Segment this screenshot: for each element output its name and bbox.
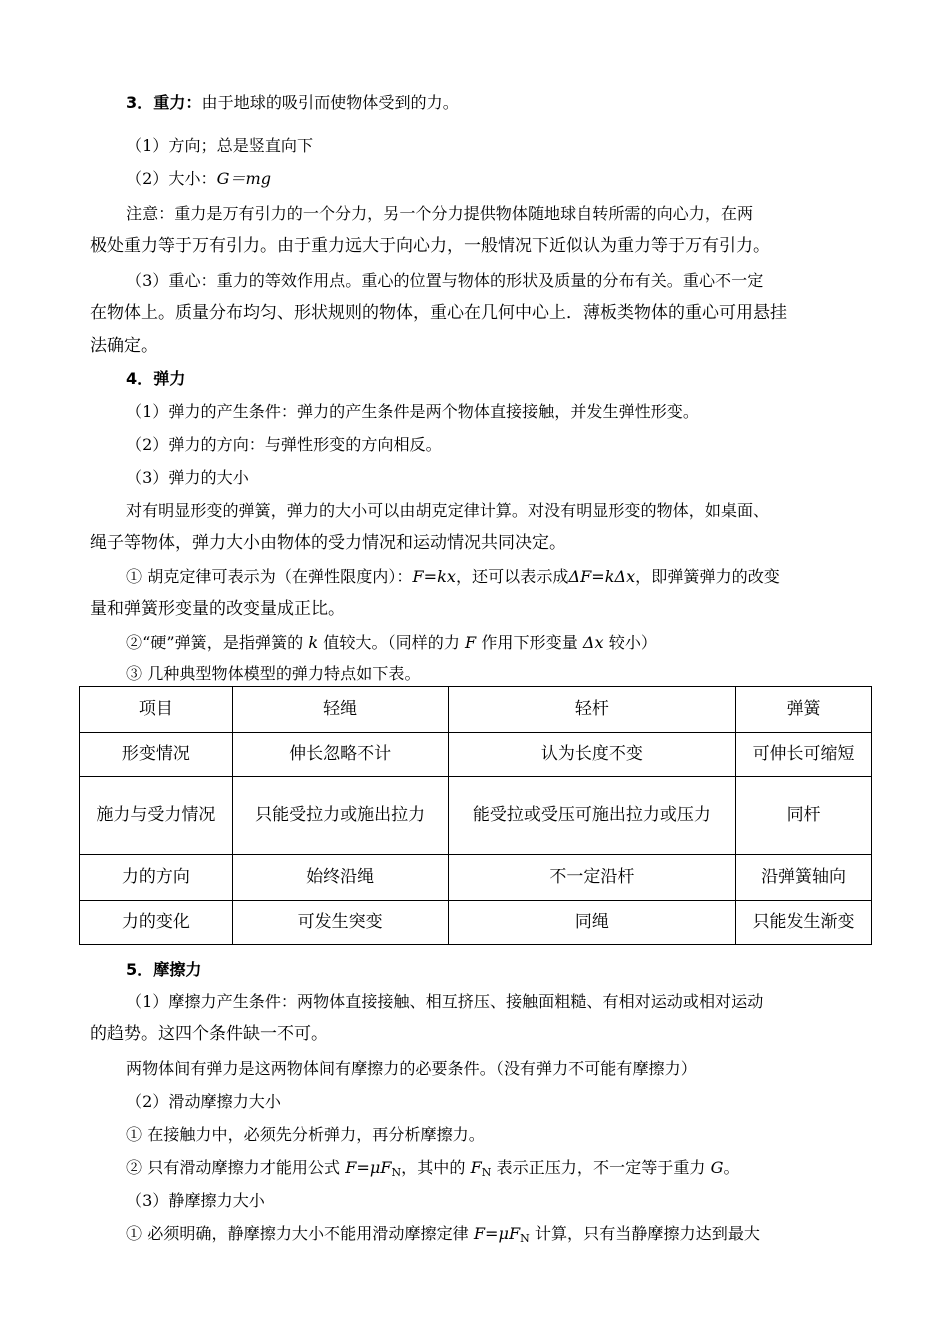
- table-intro: ③ 几种典型物体模型的弹力特点如下表。: [126, 664, 421, 683]
- static-friction-heading: （3）静摩擦力大小: [126, 1191, 265, 1210]
- table-row: [80, 901, 872, 945]
- table-header-cell: 轻杆: [448, 687, 736, 733]
- table-cell: 力的变化: [80, 901, 233, 945]
- gravity-direction: （1）方向；总是竖直向下: [126, 136, 314, 155]
- hard-spring-note: ②“硬”弹簧，是指弹簧的 k 值较大。（同样的力 F 作用下形变量 Δx 较小）: [126, 633, 657, 652]
- hooke-law-line1: ① 胡克定律可表示为（在弹性限度内）：F=kx，还可以表示成ΔF=kΔx，即弹簧弹力的改变: [126, 567, 780, 586]
- gravity-magnitude: （2）大小：G＝mg: [126, 169, 272, 188]
- center-of-gravity-line2: 在物体上。质量分布均匀、形状规则的物体，重心在几何中心上．薄板类物体的重心可用悬挂: [90, 303, 787, 323]
- table-cell: 同杆: [736, 777, 872, 855]
- center-of-gravity-line1: （3）重心：重力的等效作用点。重心的位置与物体的形状及质量的分布有关。重心不一定: [126, 271, 764, 290]
- table-cell: 不一定沿杆: [448, 855, 736, 901]
- gravity-note-line2: 极处重力等于万有引力。由于重力远大于向心力，一般情况下近似认为重力等于万有引力。: [90, 236, 770, 256]
- table-header-cell: 弹簧: [736, 687, 872, 733]
- table-cell: 始终沿绳: [232, 855, 448, 901]
- table-cell: 沿弹簧轴向: [736, 855, 872, 901]
- table-cell: 力的方向: [80, 855, 233, 901]
- elastic-condition: （1）弹力的产生条件：弹力的产生条件是两个物体直接接触，并发生弹性形变。: [126, 402, 699, 421]
- table-row: [80, 855, 872, 901]
- table-cell: 伸长忽略不计: [232, 733, 448, 777]
- table-cell: 只能发生渐变: [736, 901, 872, 945]
- table-header-row: [80, 687, 872, 733]
- section-4-heading: 4．弹力: [126, 369, 186, 388]
- static-friction-point1: ① 必须明确，静摩擦力大小不能用滑动摩擦定律 $F=\mu F_N$ 计算，只有当静摩擦力达到最大: [126, 1224, 760, 1245]
- friction-necessary-condition: 两物体间有弹力是这两物体间有摩擦力的必要条件。（没有弹力不可能有摩擦力）: [126, 1059, 697, 1078]
- elastic-direction: （2）弹力的方向：与弹性形变的方向相反。: [126, 435, 442, 454]
- section-5-heading: 5．摩擦力: [126, 960, 202, 979]
- elastic-para-line1: 对有明显形变的弹簧，弹力的大小可以由胡克定律计算。对没有明显形变的物体，如桌面、: [126, 501, 770, 520]
- elastic-force-table: [79, 686, 872, 945]
- table-cell: 能受拉或受压可施出拉力或压力: [448, 777, 736, 855]
- sliding-friction-point2: ② 只有滑动摩擦力才能用公式 $F=\mu F_N$，其中的 $F_N$ 表示正压力，不一定等于重力 G。: [126, 1158, 740, 1179]
- table-cell: 同绳: [448, 901, 736, 945]
- friction-condition-line2: 的趋势。这四个条件缺一不可。: [90, 1024, 328, 1044]
- gravity-note-line1: 注意：重力是万有引力的一个分力，另一个分力提供物体随地球自转所需的向心力，在两: [126, 204, 754, 223]
- sliding-friction-heading: （2）滑动摩擦力大小: [126, 1092, 281, 1111]
- sliding-friction-point1: ① 在接触力中，必须先分析弹力，再分析摩擦力。: [126, 1125, 485, 1144]
- table-cell: 认为长度不变: [448, 733, 736, 777]
- table-cell: 只能受拉力或施出拉力: [232, 777, 448, 855]
- table-header-cell: 轻绳: [232, 687, 448, 733]
- elastic-magnitude-heading: （3）弹力的大小: [126, 468, 249, 487]
- elastic-para-line2: 绳子等物体，弹力大小由物体的受力情况和运动情况共同决定。: [90, 533, 566, 553]
- center-of-gravity-line3: 法确定。: [90, 336, 158, 356]
- table-cell: 可伸长可缩短: [736, 733, 872, 777]
- table-cell: 形变情况: [80, 733, 233, 777]
- table-cell: 可发生突变: [232, 901, 448, 945]
- table-row: [80, 777, 872, 855]
- section-3-heading: 3．重力：由于地球的吸引而使物体受到的力。: [126, 93, 459, 112]
- table-cell: 施力与受力情况: [80, 777, 233, 855]
- hooke-law-line2: 量和弹簧形变量的改变量成正比。: [90, 599, 345, 619]
- table-header-cell: 项目: [80, 687, 233, 733]
- friction-condition-line1: （1）摩擦力产生条件：两物体直接接触、相互挤压、接触面粗糙、有相对运动或相对运动: [126, 992, 764, 1011]
- table-row: [80, 733, 872, 777]
